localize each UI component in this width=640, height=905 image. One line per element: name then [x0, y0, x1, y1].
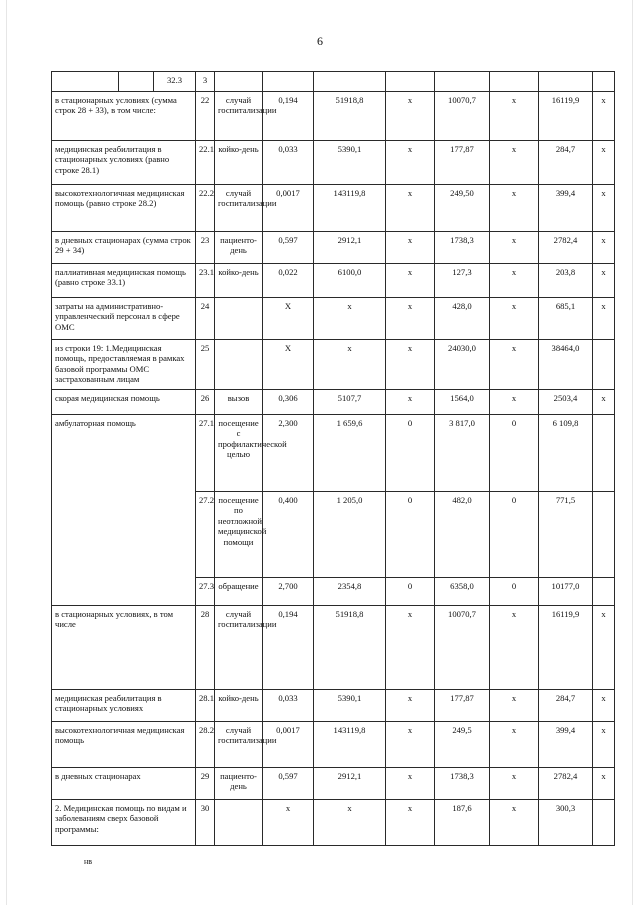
row-number: 30: [196, 800, 215, 846]
cell-norm-cost: 2354,8: [314, 578, 386, 606]
cell-norm-volume: 0,022: [263, 264, 314, 298]
header-cell-empty: [314, 72, 386, 92]
cell-norm-cost: x: [314, 340, 386, 390]
header-cell-empty: [119, 72, 154, 92]
cell-cost-budget: x: [490, 141, 539, 185]
row-unit: пациенто-день: [215, 768, 263, 800]
row-number: 24: [196, 298, 215, 340]
row-label: паллиативная медицинская помощь (равно строке 33.1): [52, 264, 196, 298]
cell-per-capita-oms: 1738,3: [435, 232, 490, 264]
cell-per-capita-budget: x: [386, 264, 435, 298]
cell-per-capita-budget: x: [386, 92, 435, 141]
table-row: [52, 390, 615, 415]
cell-per-capita-oms: 1564,0: [435, 390, 490, 415]
cell-cost-oms: 300,3: [539, 800, 593, 846]
cell-cost-budget: x: [490, 264, 539, 298]
table-row: [52, 768, 615, 800]
row-number: 23: [196, 232, 215, 264]
cell-cost-budget: 0: [490, 415, 539, 492]
table-row: [52, 185, 615, 232]
header-cell-code: 32.3: [154, 72, 196, 92]
table-row: [52, 141, 615, 185]
cell-cost-budget: x: [490, 722, 539, 768]
row-unit: случай госпитализации: [215, 185, 263, 232]
cell-percent: [593, 800, 615, 846]
table-row: [52, 415, 615, 492]
page-number: 6: [317, 34, 323, 48]
row-number: 22: [196, 92, 215, 141]
cell-cost-budget: x: [490, 298, 539, 340]
cell-per-capita-budget: x: [386, 690, 435, 722]
table-row: [52, 232, 615, 264]
cell-cost-budget: 0: [490, 492, 539, 578]
row-unit: посещение с профилактической целью: [215, 415, 263, 492]
row-number: 28.2: [196, 722, 215, 768]
row-unit: случай госпитализации: [215, 92, 263, 141]
cell-cost-oms: 399,4: [539, 722, 593, 768]
cell-cost-oms: 2782,4: [539, 768, 593, 800]
row-label: медицинская реабилитация в стационарных условиях: [52, 690, 196, 722]
cell-cost-oms: 284,7: [539, 690, 593, 722]
row-label: медицинская реабилитация в стационарных условиях (равно строке 28.1): [52, 141, 196, 185]
cell-percent: x: [593, 606, 615, 690]
cell-norm-volume: 0,033: [263, 690, 314, 722]
cell-cost-budget: x: [490, 232, 539, 264]
cell-cost-budget: x: [490, 690, 539, 722]
row-number: 23.1: [196, 264, 215, 298]
cell-cost-oms: 685,1: [539, 298, 593, 340]
row-number: 25: [196, 340, 215, 390]
cell-norm-volume: 2,700: [263, 578, 314, 606]
table-row: [52, 722, 615, 768]
cell-cost-budget: x: [490, 800, 539, 846]
cell-percent: x: [593, 298, 615, 340]
cell-norm-volume: X: [263, 340, 314, 390]
footer-initials: нв: [84, 857, 93, 866]
cell-norm-volume: 0,306: [263, 390, 314, 415]
header-cell-num: 3: [196, 72, 215, 92]
cell-norm-volume: 0,0017: [263, 185, 314, 232]
cell-percent: x: [593, 185, 615, 232]
budget-table: [51, 71, 615, 846]
cell-norm-cost: 5107,7: [314, 390, 386, 415]
row-unit: [215, 340, 263, 390]
cell-norm-cost: x: [314, 800, 386, 846]
cell-cost-budget: x: [490, 92, 539, 141]
table-body: [52, 72, 615, 846]
cell-cost-oms: 284,7: [539, 141, 593, 185]
cell-norm-volume: 0,033: [263, 141, 314, 185]
header-cell-empty: [593, 72, 615, 92]
cell-per-capita-budget: 0: [386, 492, 435, 578]
row-label: амбулаторная помощь: [52, 415, 196, 606]
cell-cost-oms: 399,4: [539, 185, 593, 232]
row-number: 27.2: [196, 492, 215, 578]
row-label: затраты на административно-управленческий персонал в сфере ОМС: [52, 298, 196, 340]
cell-percent: x: [593, 264, 615, 298]
cell-norm-cost: 2912,1: [314, 232, 386, 264]
cell-per-capita-budget: x: [386, 800, 435, 846]
cell-norm-volume: x: [263, 800, 314, 846]
cell-norm-cost: 143119,8: [314, 185, 386, 232]
cell-per-capita-oms: 177,87: [435, 690, 490, 722]
cell-percent: x: [593, 768, 615, 800]
table-header-row: [52, 72, 615, 92]
cell-per-capita-budget: x: [386, 141, 435, 185]
scan-edge-right: [632, 0, 633, 905]
table-row: [52, 800, 615, 846]
cell-norm-cost: 2912,1: [314, 768, 386, 800]
scan-edge-left: [6, 0, 7, 905]
row-label: в дневных стационарах: [52, 768, 196, 800]
cell-per-capita-budget: x: [386, 298, 435, 340]
cell-norm-cost: 1 659,6: [314, 415, 386, 492]
cell-norm-cost: 5390,1: [314, 141, 386, 185]
cell-cost-budget: 0: [490, 578, 539, 606]
cell-norm-volume: X: [263, 298, 314, 340]
row-number: 26: [196, 390, 215, 415]
cell-per-capita-budget: 0: [386, 578, 435, 606]
cell-per-capita-oms: 187,6: [435, 800, 490, 846]
row-label: высокотехнологичная медицинская помощь: [52, 722, 196, 768]
cell-per-capita-oms: 249,5: [435, 722, 490, 768]
cell-per-capita-oms: 1738,3: [435, 768, 490, 800]
row-unit: [215, 800, 263, 846]
cell-cost-oms: 2782,4: [539, 232, 593, 264]
row-unit: койко-день: [215, 264, 263, 298]
cell-cost-oms: 203,8: [539, 264, 593, 298]
header-cell-empty: [215, 72, 263, 92]
cell-per-capita-budget: x: [386, 722, 435, 768]
cell-per-capita-oms: 177,87: [435, 141, 490, 185]
cell-per-capita-oms: 127,3: [435, 264, 490, 298]
row-unit: случай госпитализации: [215, 722, 263, 768]
cell-per-capita-budget: x: [386, 390, 435, 415]
table-row: [52, 298, 615, 340]
cell-cost-oms: 2503,4: [539, 390, 593, 415]
table-row: [52, 690, 615, 722]
row-unit: вызов: [215, 390, 263, 415]
cell-percent: [593, 578, 615, 606]
row-label: скорая медицинская помощь: [52, 390, 196, 415]
cell-per-capita-oms: 482,0: [435, 492, 490, 578]
row-label: из строки 19: 1.Медицинская помощь, предоставляемая в рамках базовой программы ОМС застрахованным лицам: [52, 340, 196, 390]
row-number: 28: [196, 606, 215, 690]
row-number: 27.1: [196, 415, 215, 492]
row-label: в дневных стационарах (сумма строк 29 + 34): [52, 232, 196, 264]
cell-norm-cost: 51918,8: [314, 92, 386, 141]
cell-norm-volume: 0,194: [263, 606, 314, 690]
row-label: 2. Медицинская помощь по видам и заболеваниям сверх базовой программы:: [52, 800, 196, 846]
cell-cost-oms: 16119,9: [539, 606, 593, 690]
cell-norm-volume: 2,300: [263, 415, 314, 492]
cell-percent: x: [593, 92, 615, 141]
cell-per-capita-budget: x: [386, 185, 435, 232]
row-number: 22.2: [196, 185, 215, 232]
header-cell-empty: [386, 72, 435, 92]
row-number: 29: [196, 768, 215, 800]
row-label: в стационарных условиях (сумма строк 28 + 33), в том числе:: [52, 92, 196, 141]
cell-percent: [593, 340, 615, 390]
row-number: 22.1: [196, 141, 215, 185]
header-cell-empty: [263, 72, 314, 92]
cell-per-capita-budget: x: [386, 232, 435, 264]
cell-cost-budget: x: [490, 340, 539, 390]
table-row: [52, 92, 615, 141]
cell-cost-budget: x: [490, 185, 539, 232]
cell-cost-oms: 16119,9: [539, 92, 593, 141]
row-unit: [215, 298, 263, 340]
cell-percent: x: [593, 141, 615, 185]
cell-percent: x: [593, 232, 615, 264]
row-number: 27.3: [196, 578, 215, 606]
table-row: [52, 340, 615, 390]
cell-percent: x: [593, 690, 615, 722]
cell-per-capita-oms: 24030,0: [435, 340, 490, 390]
cell-per-capita-budget: 0: [386, 415, 435, 492]
cell-per-capita-oms: 428,0: [435, 298, 490, 340]
cell-norm-volume: 0,597: [263, 768, 314, 800]
header-cell-empty: [539, 72, 593, 92]
table-row: [52, 264, 615, 298]
cell-norm-volume: 0,400: [263, 492, 314, 578]
row-unit: посещение по неотложной медицинской помощи: [215, 492, 263, 578]
cell-per-capita-oms: 249,50: [435, 185, 490, 232]
row-unit: койко-день: [215, 141, 263, 185]
cell-per-capita-budget: x: [386, 606, 435, 690]
cell-percent: x: [593, 390, 615, 415]
cell-cost-budget: x: [490, 768, 539, 800]
row-unit: обращение: [215, 578, 263, 606]
cell-norm-cost: 5390,1: [314, 690, 386, 722]
row-unit: пациенто-день: [215, 232, 263, 264]
cell-cost-oms: 6 109,8: [539, 415, 593, 492]
cell-percent: [593, 415, 615, 492]
cell-per-capita-budget: x: [386, 340, 435, 390]
cell-cost-oms: 38464,0: [539, 340, 593, 390]
cell-per-capita-oms: 10070,7: [435, 92, 490, 141]
cell-norm-volume: 0,597: [263, 232, 314, 264]
cell-norm-cost: x: [314, 298, 386, 340]
cell-cost-oms: 771,5: [539, 492, 593, 578]
cell-norm-volume: 0,194: [263, 92, 314, 141]
table-row: [52, 606, 615, 690]
row-label: в стационарных условиях, в том числе: [52, 606, 196, 690]
cell-cost-budget: x: [490, 390, 539, 415]
cell-per-capita-oms: 6358,0: [435, 578, 490, 606]
header-cell-empty: [435, 72, 490, 92]
cell-norm-cost: 51918,8: [314, 606, 386, 690]
header-cell-empty: [490, 72, 539, 92]
row-number: 28.1: [196, 690, 215, 722]
cell-cost-budget: x: [490, 606, 539, 690]
cell-per-capita-budget: x: [386, 768, 435, 800]
cell-per-capita-oms: 10070,7: [435, 606, 490, 690]
cell-norm-volume: 0,0017: [263, 722, 314, 768]
row-unit: случай госпитализации: [215, 606, 263, 690]
cell-percent: x: [593, 722, 615, 768]
cell-norm-cost: 143119,8: [314, 722, 386, 768]
cell-per-capita-oms: 3 817,0: [435, 415, 490, 492]
cell-norm-cost: 6100,0: [314, 264, 386, 298]
header-cell-empty: [52, 72, 119, 92]
row-unit: койко-день: [215, 690, 263, 722]
cell-cost-oms: 10177,0: [539, 578, 593, 606]
cell-norm-cost: 1 205,0: [314, 492, 386, 578]
cell-percent: [593, 492, 615, 578]
row-label: высокотехнологичная медицинская помощь (равно строке 28.2): [52, 185, 196, 232]
